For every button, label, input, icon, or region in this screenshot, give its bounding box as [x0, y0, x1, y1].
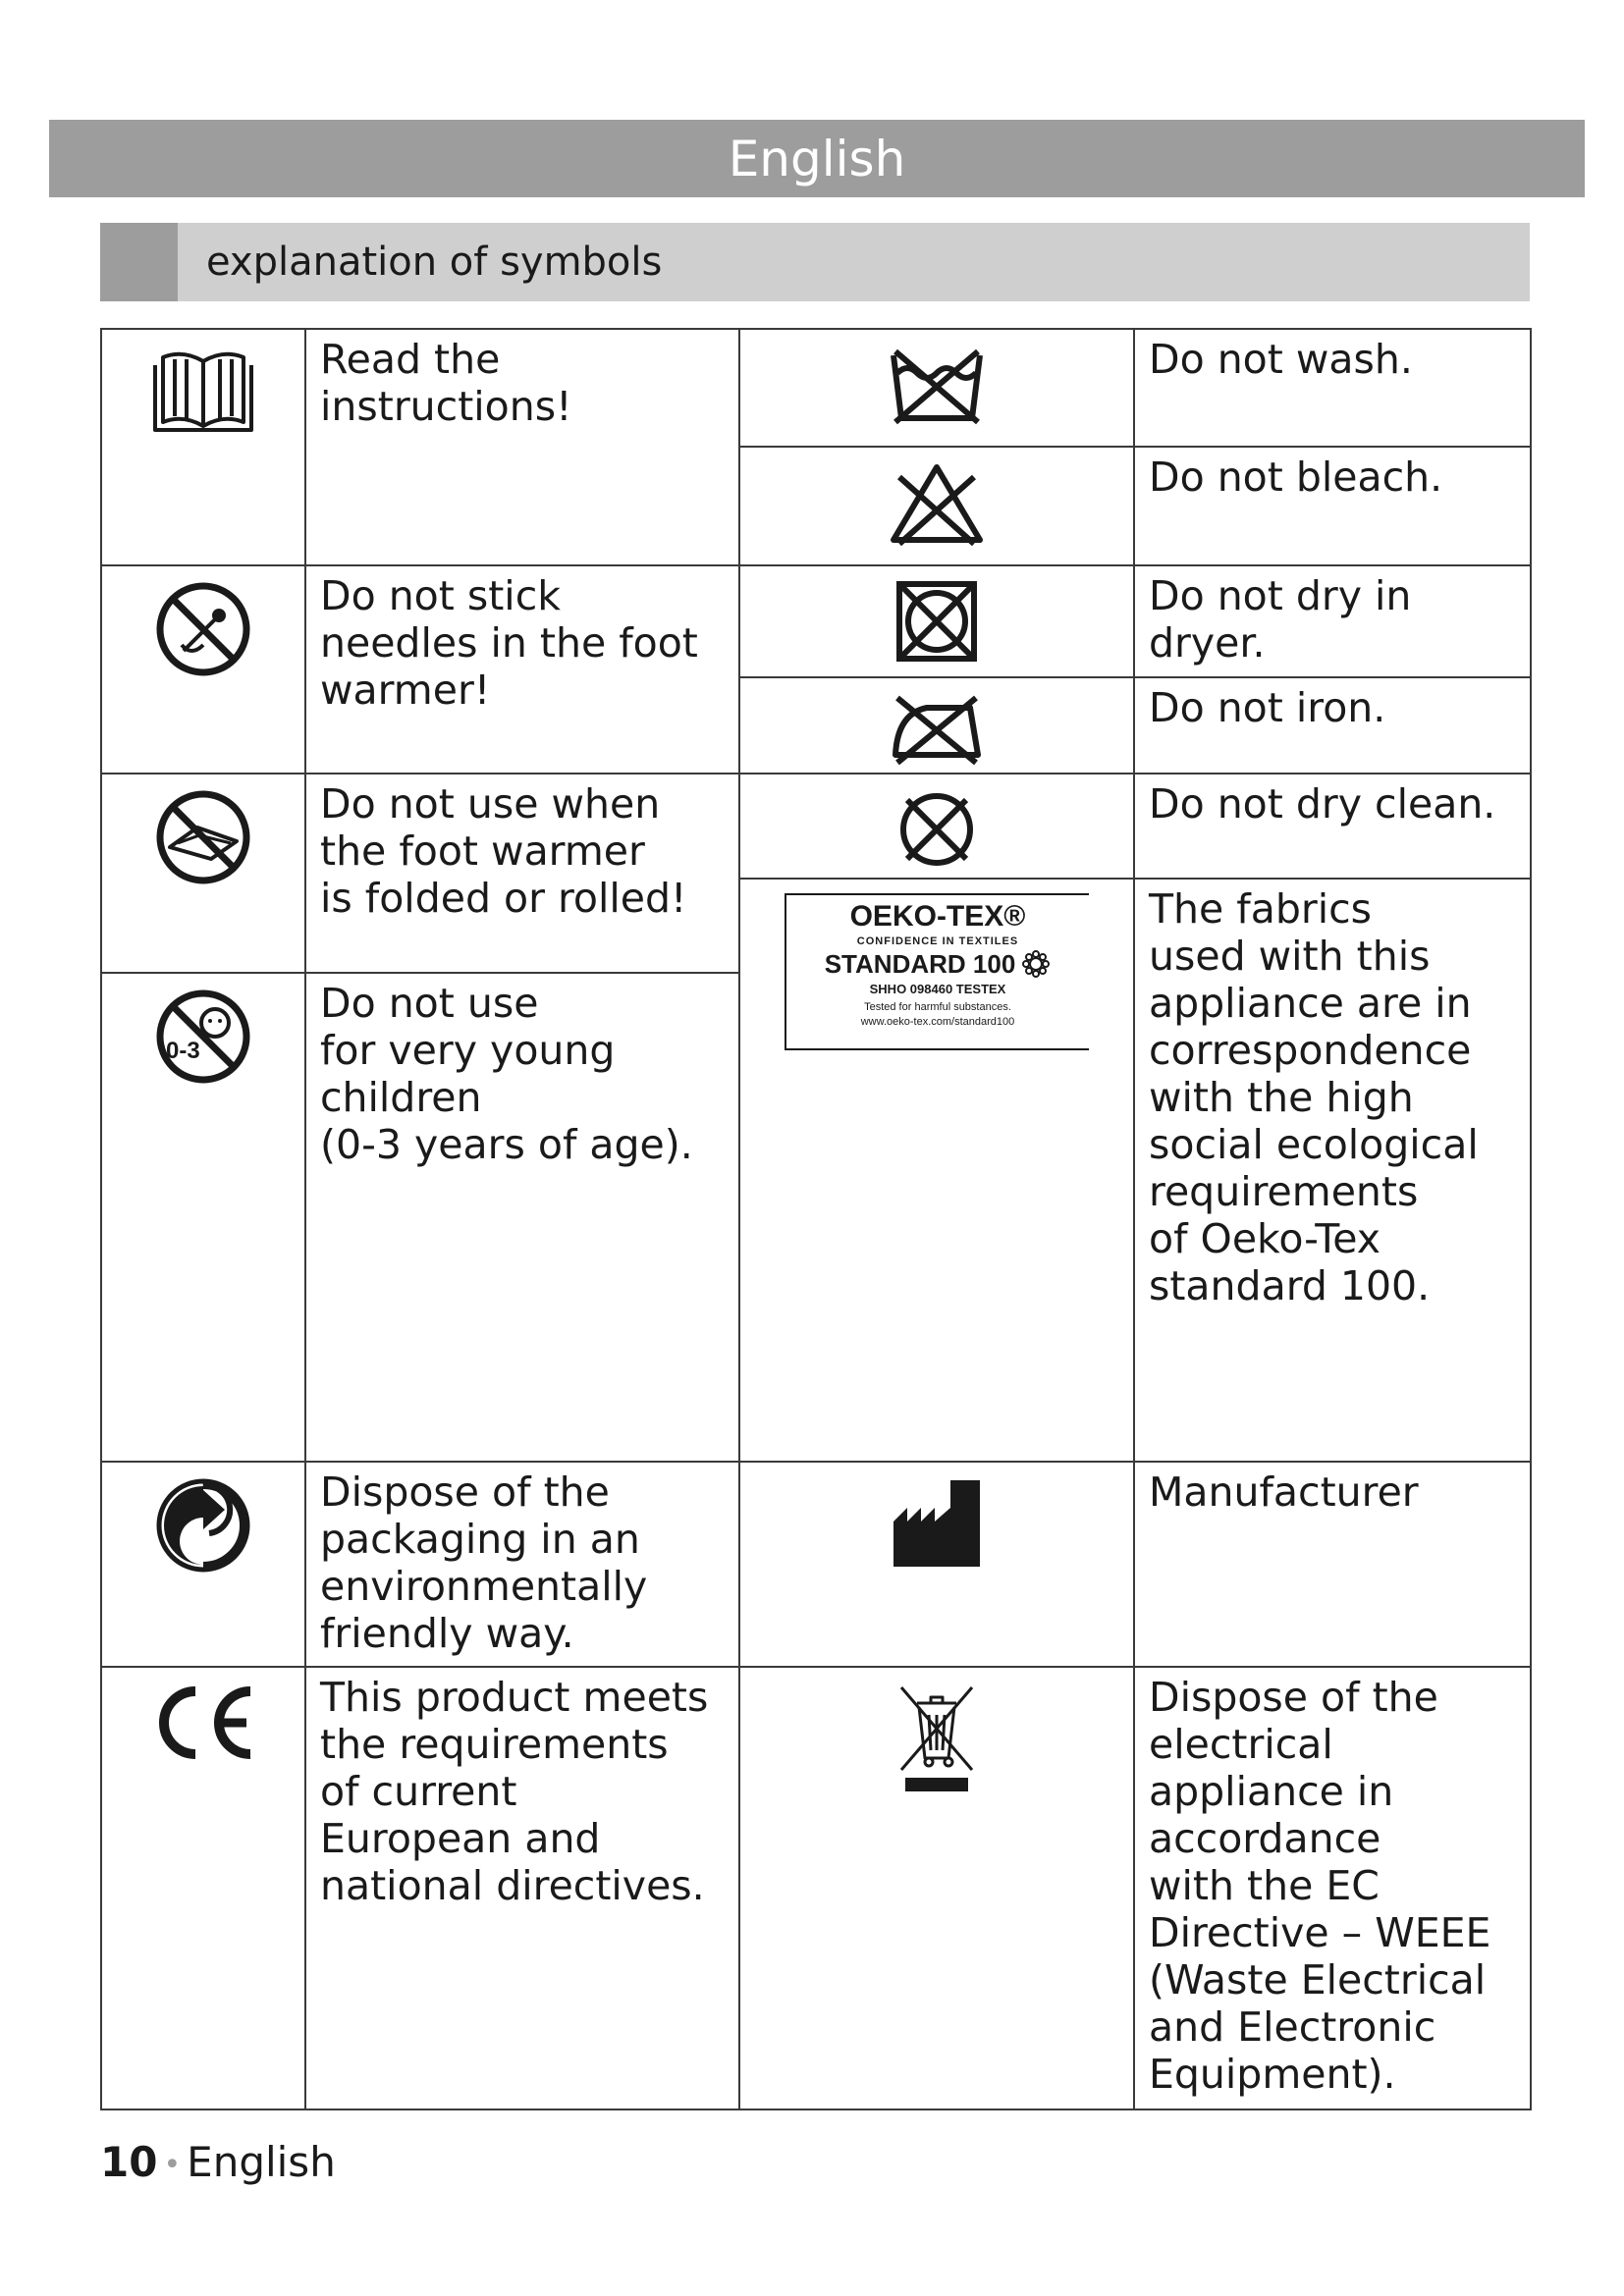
green-dot-icon: [101, 1462, 305, 1667]
no-bleach-cell: [739, 447, 1134, 565]
section-header: [100, 223, 1530, 301]
no-dry-clean-icon: [892, 788, 982, 871]
no-iron-cell: [739, 677, 1134, 774]
section-accent: [100, 223, 178, 301]
oeko-tex-label: OEKO-TEX® CONFIDENCE IN TEXTILES STANDARD 100 SHHO 098460 TESTEX Tested for harmful substances. www.oeko-tex.com/standard100: [785, 893, 1089, 1050]
weee-cell: [739, 1667, 1134, 2109]
page-number: 10: [100, 2138, 158, 2186]
no-wash-text: Do not wash.: [1134, 329, 1531, 447]
ce-mark-icon: [101, 1667, 305, 2109]
no-children-icon: [101, 973, 305, 1462]
footer-separator: •: [163, 2148, 182, 2182]
manufacturer-cell: [739, 1462, 1134, 1667]
language-header: [49, 120, 1585, 197]
crossed-bin-icon: [895, 1682, 978, 1791]
no-needles-icon: [101, 565, 305, 774]
no-wash-cell: [739, 329, 1134, 447]
no-iron-text: Do not iron.: [1134, 677, 1531, 774]
no-dry-clean-cell: [739, 774, 1134, 879]
page-footer: [100, 2138, 336, 2186]
oeko-tex-cell: [739, 879, 1134, 1462]
book-icon: [101, 329, 305, 565]
svg-text:0-3: 0-3: [166, 1038, 200, 1064]
manufacturer-text: Manufacturer: [1134, 1462, 1531, 1667]
no-iron-icon: [888, 692, 986, 767]
factory-icon: [892, 1476, 982, 1569]
no-dryer-text: Do not dry in dryer.: [1134, 565, 1531, 677]
no-dryer-cell: [739, 565, 1134, 677]
weee-text: Dispose of the electrical appliance in accordance with the EC Directive – WEEE (Waste Electrical and Electronic Equipment).: [1134, 1667, 1531, 2109]
no-folded-icon: [101, 774, 305, 973]
packaging-text: Dispose of the packaging in an environmentally friendly way.: [305, 1462, 739, 1667]
no-wash-icon: [888, 344, 986, 426]
symbols-table: [100, 328, 1532, 2110]
section-title: explanation of symbols: [206, 240, 663, 285]
no-children-text: Do not use for very young children (0-3 years of age).: [305, 973, 739, 1462]
no-tumble-dry-icon: [893, 580, 980, 663]
no-folded-text: Do not use when the foot warmer is folded or rolled!: [305, 774, 739, 973]
no-dry-clean-text: Do not dry clean.: [1134, 774, 1531, 879]
no-bleach-text: Do not bleach.: [1134, 447, 1531, 565]
no-bleach-icon: [888, 461, 986, 548]
no-needles-text: Do not stick needles in the foot warmer!: [305, 565, 739, 774]
read-instructions-text: Read the instructions!: [305, 329, 739, 565]
language-header-label: English: [728, 130, 906, 187]
footer-language: English: [187, 2138, 336, 2186]
ce-text: This product meets the requirements of current European and national directives.: [305, 1667, 739, 2109]
oeko-tex-text: The fabrics used with this appliance are in correspondence with the high social ecological requirements of Oeko-Tex standard 100.: [1134, 879, 1531, 1462]
oeko-tex-flower-icon: [1021, 949, 1051, 979]
